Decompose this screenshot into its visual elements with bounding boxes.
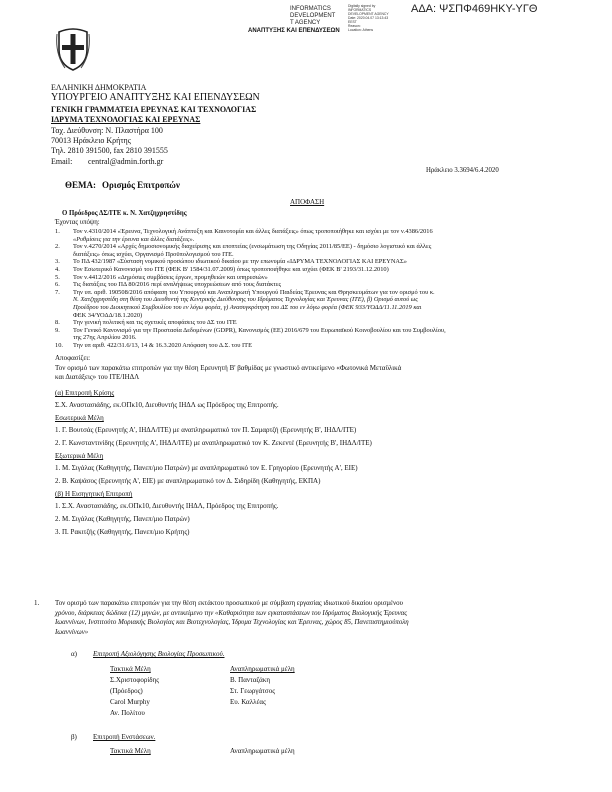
- table-cell: Στ. Γεωργάτσος: [230, 687, 275, 695]
- table-cell: Αν. Πολίτου: [110, 709, 145, 717]
- list-item: 7. Την υπ. αριθ. 190508/2016 απόφαση του Υπουργού και Αναπληρωτή Υπουργού Παιδείας Έρευνας και Θρησκευμάτων για τον ορισμό του κ.: [55, 288, 435, 296]
- list-item: 4. Τον Εσωτερικό Κανονισμό του ΙΤΕ (ΦΕΚ Β' 1584/31.07.2009) όπως τροποποιήθηκε και ισχύει (ΦΕΚ Β' 2193/31.12.2010): [55, 265, 389, 273]
- committee-block: [55, 389, 372, 537]
- signature-stamp-name: [290, 6, 335, 27]
- signature-line: T AGENCY: [290, 20, 321, 26]
- sub-b-title: Επιτροπή Ενστάσεων.: [93, 733, 156, 741]
- decision-title: ΑΠΟΦΑΣΗ: [290, 198, 325, 206]
- signature-detail: DEVELOPMENT AGENCY: [348, 12, 389, 16]
- section-line: Ιωαννίνων, Ινστιτούτο Μοριακής Βιολογίας και Βιοτεχνολογίας, Ίδρυμα Τεχνολογίας και Έρευνας, χώρος 85, Πανεπιστημιούπολη: [55, 619, 409, 626]
- signature-stamp-details: [348, 4, 389, 32]
- subject-label: ΘΕΜΑ:: [65, 180, 96, 190]
- committee-member: 2. Β. Καψάσος (Ερευνητής Α', ΕΙΕ) με αναπληρωματικό τον Δ. Σιδηρίδη (Καθηγητής, ΕΚΠΑ): [55, 477, 321, 485]
- table-header: Αναπληρωματικά μέλη: [230, 747, 295, 755]
- list-item: της 27ης Απριλίου 2016.: [73, 334, 137, 342]
- list-item: 10. Την υπ αριθ. 422/31.6/13, 14 & 16.3.2020 Απόφαση του Δ.Σ. του ΙΤΕ: [55, 341, 252, 349]
- members-table-a: [110, 664, 159, 719]
- sub-a-title: Επιτροπή Αξιολόγησης Βιολογίας Προσωπικού.: [93, 650, 225, 658]
- signature-detail: Digitally signed by: [348, 4, 376, 8]
- list-item: 3. Το ΠΔ 432/1987 «Σύσταση νομικού προσώπου ιδιωτικού δικαίου με την επωνυμία «ΙΔΡΥΜΑ ΤΕΧΝΟΛΟΓΙΑΣ ΚΑΙ ΕΡΕΥΝΑΣ»: [55, 258, 407, 266]
- list-item: Ν. Χατζηχρηστίδη στη θέση του Διευθυντή της Κεντρικής Διεύθυνσης του Ιδρύματος Τεχνολογίας και Έρευνας (ΙΤΕ), β) Ορισμό αυτού ως: [73, 296, 418, 304]
- list-item: Προέδρου του Διοικητικού Συμβουλίου του εν λόγω φορέα, γ) Ανασυγκρότηση του ΔΣ του εν λόγω φορέα (ΦΕΚ 933/ΥΟΔΔ/11.11.2019 και: [73, 303, 422, 311]
- signature-detail: Date: 2020.04.07 13:13:43: [348, 16, 389, 20]
- table-cell: Β. Πανταζάκη: [230, 676, 271, 684]
- secretariat-name: ΓΕΝΙΚΗ ΓΡΑΜΜΑΤΕΙΑ ΕΡΕΥΝΑΣ ΚΑΙ ΤΕΧΝΟΛΟΓΙΑΣ: [51, 105, 257, 114]
- phone-line: Τηλ. 2810 391500, fax 2810 391555: [51, 146, 168, 155]
- ada-code: ΑΔΑ: ΨΣΠΦ469ΗΚΥ-ΥΓΘ: [411, 3, 538, 15]
- table-cell: Ευ. Καλλέας: [230, 698, 266, 706]
- section-number: 1.: [34, 599, 40, 607]
- signature-line: DEVELOPMENT: [290, 13, 336, 19]
- committee-member: 1. Μ. Σιγάλας (Καθηγητής, Πανεπ/μιο Πατρών) με αναπληρωματικό τον Ε. Γρηγορίου (Ερευνητής Α', ΕΙΕ): [55, 464, 358, 472]
- intro-line: και Διατάξεις» του ΙΤΕ/ΙΗΔΛ: [55, 373, 140, 381]
- sub-b-label: β): [71, 733, 77, 741]
- address-line: 70013 Ηράκλειο Κρήτης: [51, 136, 131, 145]
- committee-member: 3. Π. Ρακιτζής (Καθηγητής, Πανεπ/μιο Κρήτης): [55, 528, 190, 536]
- intro-line: Τον ορισμό των παρακάτω επιτροπών για την θέση Ερευνητή Β' βαθμίδας με γνωστικό αντικείμενο «Φωτονικά Μεταϋλικά: [55, 364, 402, 372]
- committee-title: Εξωτερικά Μέλη: [55, 452, 104, 460]
- decides-label: Αποφασίζει:: [55, 354, 91, 362]
- list-item: διατάξεις» όπως ισχύει, Οργανισμό Προϋπολογισμού του ΙΤΕ.: [73, 250, 234, 258]
- signature-detail: EEST: [348, 20, 357, 24]
- table-header: Τακτικά Μέλη: [110, 665, 151, 673]
- state-name: ΕΛΛΗΝΙΚΗ ΔΗΜΟΚΡΑΤΙΑ: [51, 83, 147, 92]
- signature-detail: INFORMATICS: [348, 8, 372, 12]
- list-item: 6. Τις διατάξεις του ΠΔ 80/2016 περί αναλήψεως υποχρεώσεων από τους διατάκτες: [55, 281, 282, 289]
- signature-detail: Location: Athens: [348, 28, 374, 32]
- email-link[interactable]: central@admin.forth.gr: [88, 157, 164, 166]
- committee-member: 2. Μ. Σιγάλας (Καθηγητής, Πανεπ/μιο Πατρών): [55, 515, 190, 523]
- sub-a-label: α): [71, 650, 77, 658]
- section-line: Ιωαννίνων»: [55, 628, 89, 636]
- intro-paragraph: [55, 364, 401, 382]
- committee-member: Σ.Χ. Αναστασιάδης, εκ.ΟΠκ10, Διευθυντής ΙΗΔΛ ως Πρόεδρος της Επιτροπής.: [55, 401, 279, 409]
- list-item: 9. Τον Γενικό Κανονισμό για την Προστασία Δεδομένων (GDPR), Κανονισμός (ΕΕ) 2016/679 του Ευρωπαϊκού Κοινοβουλίου και του Συμβουλίου,: [55, 326, 446, 334]
- list-item: 2. Τον ν.4270/2014 «Αρχές δημοσιονομικής διαχείρισης και εποπτείας (ενσωμάτωση της Οδηγίας 2011/85/ΕΕ) - δημόσιο λογιστικό και άλλες: [55, 243, 432, 251]
- signature-line: INFORMATICS: [290, 6, 331, 12]
- greek-emblem-icon: [55, 24, 91, 72]
- having-regard-label: Έχοντας υπόψη:: [55, 219, 100, 226]
- list-item: ΦΕΚ 34/ΥΟΔΔ/18.1.2020): [73, 311, 143, 319]
- section-line: Τον ορισμό των παρακάτω επιτροπών για την θέση εκτάκτου προσωπικού με σύμβαση εργασίας ιδιωτικού δικαίου ορισμένου: [55, 600, 403, 607]
- email-label: Email:: [51, 157, 73, 166]
- list-item: «Ρυθμίσεις για την έρευνα και άλλες διατάξεις».: [73, 235, 195, 243]
- president-line: Ο Πρόεδρος ΔΣ/ΙΤΕ κ. Ν. Χατζηχρηστίδης: [62, 210, 187, 217]
- table-cell: (Πρόεδρος): [110, 687, 143, 695]
- committee-member: 1. Γ. Βουτσάς (Ερευνητής Α', ΙΗΔΛ/ΙΤΕ) με αναπληρωματικό τον Π. Σαμαρτζή (Ερευνητής Β', ΙΗΔΛ/ΙΤΕ): [55, 426, 357, 434]
- committee-title: Εσωτερικά Μέλη: [55, 414, 104, 422]
- foundation-name: ΙΔΡΥΜΑ ΤΕΧΝΟΛΟΓΙΑΣ ΚΑΙ ΕΡΕΥΝΑΣ: [51, 115, 201, 124]
- subject-text: Ορισμός Επιτροπών: [102, 180, 180, 190]
- table-cell: Carol Murphy: [110, 698, 150, 706]
- committee-member: 1. Σ.Χ. Αναστασιάδης, εκ.ΟΠκ10, Διευθυντής ΙΗΔΛ, Πρόεδρος της Επιτροπής.: [55, 502, 279, 510]
- address-line: Ταχ. Διεύθυνση: Ν. Πλαστήρα 100: [51, 126, 163, 135]
- reference-number: Ηράκλειο 3.3694/6.4.2020: [426, 167, 499, 174]
- table-header: Τακτικά Μέλη: [110, 747, 151, 755]
- section-paragraph: [55, 599, 409, 637]
- committee-title: (β) Η Εισηγητική Επιτροπή: [55, 490, 133, 498]
- list-item: 8. Την γενική πολιτική και τις σχετικές αποφάσεις του ΔΣ του ΙΤΕ: [55, 319, 237, 327]
- ministry-banner: ΑΝΑΠΤΥΞΗΣ ΚΑΙ ΕΠΕΝΔΥΣΕΩΝ: [248, 28, 340, 34]
- table-cell: Σ.Χριστοφορίδης: [110, 676, 159, 684]
- committee-member: 2. Γ. Κωνσταντινίδης (Ερευνητής Α', ΙΗΔΛ/ΙΤΕ) με αναπληρωματικό τον Κ. Ζεκεντέ (Ερευνητής Β', ΙΗΔΛ/ΙΤΕ): [55, 439, 372, 447]
- table-header: Αναπληρωματικά μέλη: [230, 665, 295, 673]
- list-item: 5. Τον ν.4412/2016 «Δημόσιες συμβάσεις έργων, προμηθειών και υπηρεσιών»: [55, 273, 268, 281]
- signature-detail: Reason:: [348, 24, 361, 28]
- members-table-a-alt: [230, 664, 295, 708]
- ministry-name: ΥΠΟΥΡΓΕΙΟ ΑΝΑΠΤΥΞΗΣ ΚΑΙ ΕΠΕΝΔΥΣΕΩΝ: [51, 92, 260, 103]
- section-line: χρόνου, διάρκειας δώδεκα (12) μηνών, με αντικείμενο την «Καθαριότητα των εγκαταστάσεων του Ιδρύματος Βιολογικής Έρευνας: [55, 609, 408, 617]
- list-item: 1. Τον ν.4310/2014 «Έρευνα, Τεχνολογική Ανάπτυξη και Καινοτομία και άλλες διατάξεις» όπως τροποποιήθηκε και ισχύει με τον ν.4386/2016: [55, 228, 433, 235]
- committee-title: (α) Επιτροπή Κρίσης: [55, 389, 115, 397]
- considerations-list: [55, 228, 575, 350]
